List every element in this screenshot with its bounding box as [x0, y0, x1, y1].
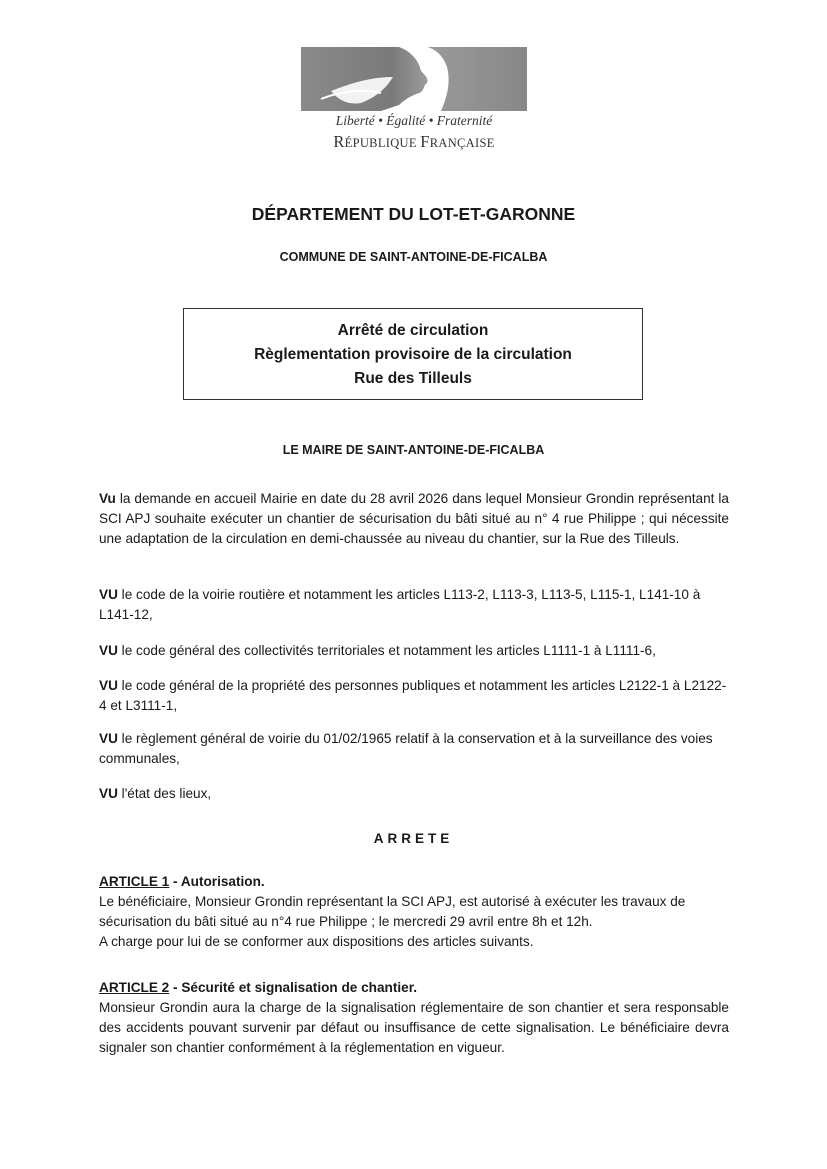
- mayor-heading: LE MAIRE DE SAINT-ANTOINE-DE-FICALBA: [282, 443, 545, 457]
- decree-title-box: [183, 308, 643, 400]
- title-line-1: Arrêté de circulation: [337, 322, 489, 339]
- article-1-heading: ARTICLE 1 - Autorisation.: [99, 874, 265, 889]
- considerant-1: Vu la demande en accueil Mairie en date du 28 avril 2026 dans lequel Monsieur Grondin représentant la SCI APJ souhaite exécuter un chantier de sécurisation du bâti situé au n° 4 rue Philippe ; qui nécessite une adaptation de la circulation en demi-chaussée au niveau du chantier, sur la Rue des Tilleuls.: [99, 491, 729, 546]
- department-heading: DÉPARTEMENT DU LOT-ET-GARONNE: [251, 204, 576, 224]
- article-2: ARTICLE 2 - Sécurité et signalisation de chantier. Monsieur Grondin aura la charge de la signalisation réglementaire de son chantier et sera responsable des accidents pouvant survenir par défaut ou insuffisance de cette signalisation. Le bénéficiaire devra signaler son chantier conformément à la réglementation en vigueur.: [99, 980, 729, 1055]
- title-line-2: Règlementation provisoire de la circulation: [254, 346, 572, 363]
- article-1: ARTICLE 1 - Autorisation. Le bénéficiaire, Monsieur Grondin représentant la SCI APJ, est autorisé à exécuter les travaux de sécurisation du bâti situé au n°4 rue Philippe ; le mercredi 29 avril entre 8h et 12h. A charge pour lui de se conformer aux dispositions des articles suivants.: [99, 872, 729, 952]
- considerant-3: VU le code général des collectivités territoriales et notamment les articles L1111-1 à L1111-6,: [99, 643, 656, 658]
- republic-motto: Liberté • Égalité • Fraternité: [335, 113, 493, 128]
- considerant-6: VU l'état des lieux,: [99, 786, 212, 801]
- considerant-2: VU le code de la voirie routière et notamment les articles L113-2, L113-3, L113-5, L115-1, L141-10 à L141-12,: [99, 587, 701, 622]
- commune-heading: COMMUNE DE SAINT-ANTOINE-DE-FICALBA: [279, 250, 548, 264]
- marianne-logo-icon: [301, 47, 527, 111]
- republique-francaise-wordmark: RÉPUBLIQUE FRANÇAISE: [333, 132, 495, 151]
- arrete-heading: ARRETE: [373, 831, 454, 846]
- title-line-3: Rue des Tilleuls: [354, 370, 472, 387]
- considerant-5: VU le règlement général de voirie du 01/02/1965 relatif à la conservation et à la surveillance des voies communales,: [99, 731, 713, 766]
- article-2-heading: ARTICLE 2 - Sécurité et signalisation de chantier.: [99, 980, 418, 995]
- considerant-4: VU le code général de la propriété des personnes publiques et notamment les articles L2122-1 à L2122-4 et L3111-1,: [99, 678, 727, 713]
